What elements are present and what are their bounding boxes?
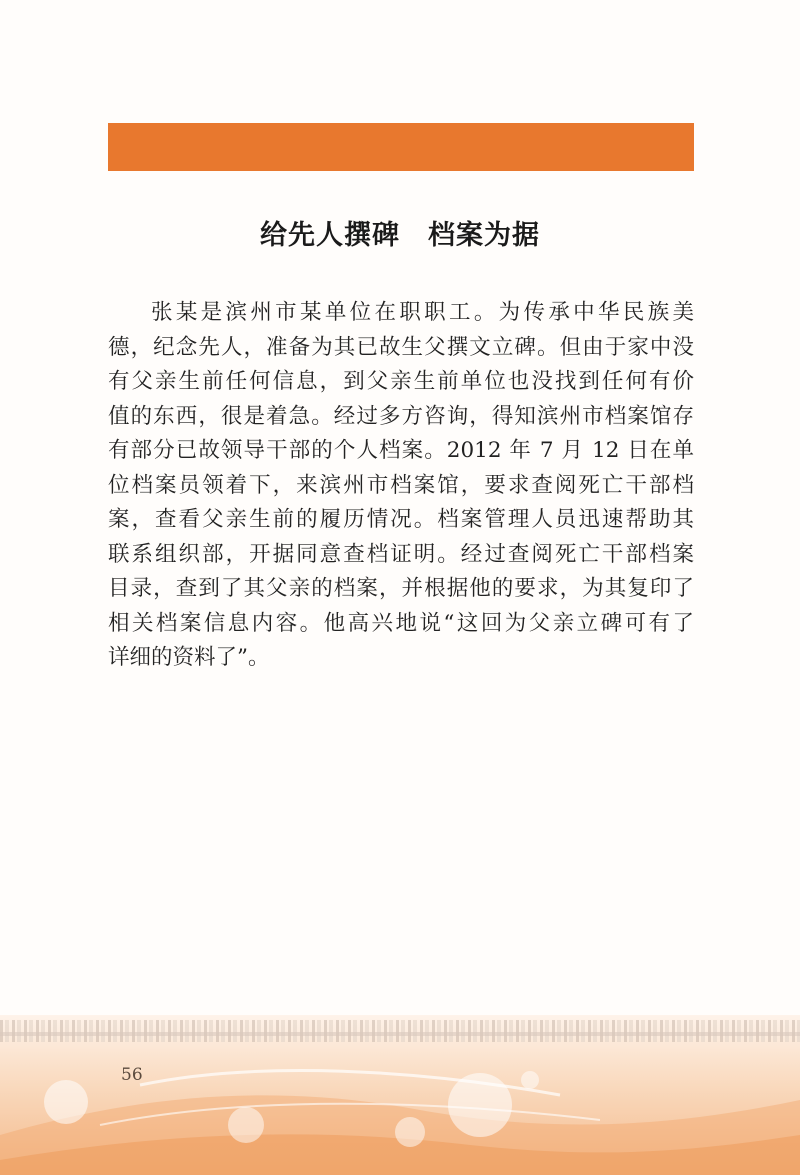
bubble [395,1117,425,1147]
bubble [521,1071,539,1089]
page-title: 给先人撰碑 档案为据 [260,220,540,251]
header-bar [108,123,694,171]
body-line: 德，纪念先人，准备为其已故生父撰文立碑。但由于家中没 [108,334,694,360]
body-line: 联系组织部，开据同意查档证明。经过查阅死亡干部档案 [108,541,694,567]
page-number: 56 [121,1065,143,1085]
bubble [228,1107,264,1143]
body-paragraph [108,296,694,676]
body-line: 位档案员领着下，来滨州市档案馆，要求查阅死亡干部档 [108,472,694,498]
footer-stripe-line [0,1032,800,1036]
footer-stripe [0,1020,800,1042]
body-line: 有部分已故领导干部的个人档案。2012 年 7 月 12 日在单 [108,438,694,463]
bubble [448,1073,512,1137]
body-line: 张某是滨州市某单位在职职工。为传承中华民族美 [151,300,694,325]
body-line: 值的东西，很是着急。经过多方咨询，得知滨州市档案馆存 [108,403,694,429]
body-line: 详细的资料了”。 [108,645,270,670]
bubble [44,1080,88,1124]
footer-wave-graphic [0,1040,800,1175]
body-line: 目录，查到了其父亲的档案，并根据他的要求，为其复印了 [108,576,694,601]
body-line: 案，查看父亲生前的履历情况。档案管理人员迅速帮助其 [108,507,694,532]
body-line: 相关档案信息内容。他高兴地说“这回为父亲立碑可有了 [108,610,694,636]
body-line: 有父亲生前任何信息，到父亲生前单位也没找到任何有价 [108,369,694,394]
